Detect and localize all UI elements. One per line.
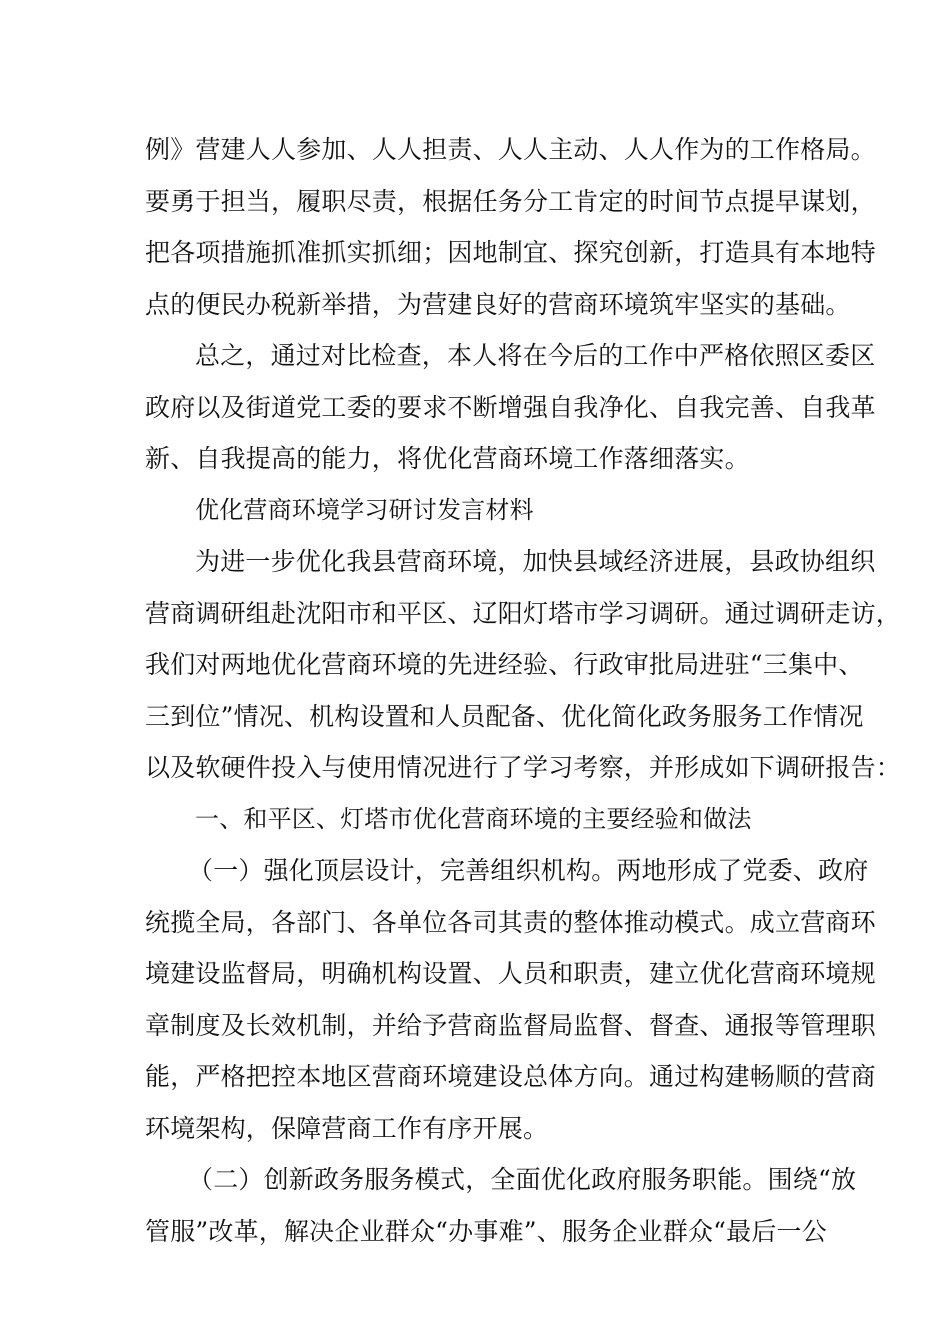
paragraph-first-line: （二）创新政务服务模式，全面优化政府服务职能。围绕“放 — [188, 1165, 857, 1194]
body-line: 能，严格把控本地区营商环境建设总体方向。通过构建畅顺的营商 — [145, 1062, 876, 1091]
section-heading: 一、和平区、灯塔市优化营商环境的主要经验和做法 — [195, 804, 752, 833]
body-line: 以及软硬件投入与使用情况进行了学习考察，并形成如下调研报告： — [145, 753, 902, 782]
paragraph-first-line: 总之，通过对比检查，本人将在今后的工作中严格依照区委区 — [195, 341, 876, 370]
body-line: 境建设监督局，明确机构设置、人员和职责，建立优化营商环境规 — [145, 959, 876, 988]
body-line: 三到位”情况、机构设置和人员配备、优化简化政务服务工作情况 — [145, 701, 864, 731]
body-line: 点的便民办税新举措，为营建良好的营商环境筑牢坚实的基础。 — [145, 289, 851, 319]
body-line: 我们对两地优化营商环境的先进经验、行政审批局进驻“三集中、 — [145, 650, 864, 679]
paragraph-first-line: （一）强化顶层设计，完善组织机构。两地形成了党委、政府 — [188, 856, 869, 885]
body-line: 章制度及长效机制，并给予营商监督局监督、督查、通报等管理职 — [145, 1010, 876, 1040]
body-line: 环境架构，保障营商工作有序开展。 — [145, 1113, 549, 1143]
section-title: 优化营商环境学习研讨发言材料 — [195, 495, 534, 524]
body-line: 例》营建人人参加、人人担责、人人主动、人人作为的工作格局。 — [145, 135, 876, 164]
body-line: 新、自我提高的能力，将优化营商环境工作落细落实。 — [145, 444, 750, 473]
paragraph-first-line: 为进一步优化我县营商环境，加快县域经济进展，县政协组织 — [195, 547, 876, 576]
body-line: 政府以及街道党工委的要求不断增强自我净化、自我完善、自我革 — [145, 392, 876, 422]
body-line: 把各项措施抓准抓实抓细；因地制宜、探究创新，打造具有本地特 — [145, 238, 876, 267]
body-line: 管服”改革，解决企业群众“办事难”、服务企业群众“最后一公 — [145, 1216, 827, 1246]
body-line: 统揽全局，各部门、各单位各司其责的整体推动模式。成立营商环 — [145, 907, 876, 937]
body-line: 要勇于担当，履职尽责，根据任务分工肯定的时间节点提早谋划， — [145, 186, 876, 216]
document-body — [145, 124, 902, 1257]
body-line: 营商调研组赴沈阳市和平区、辽阳灯塔市学习调研。通过调研走访， — [145, 598, 902, 628]
